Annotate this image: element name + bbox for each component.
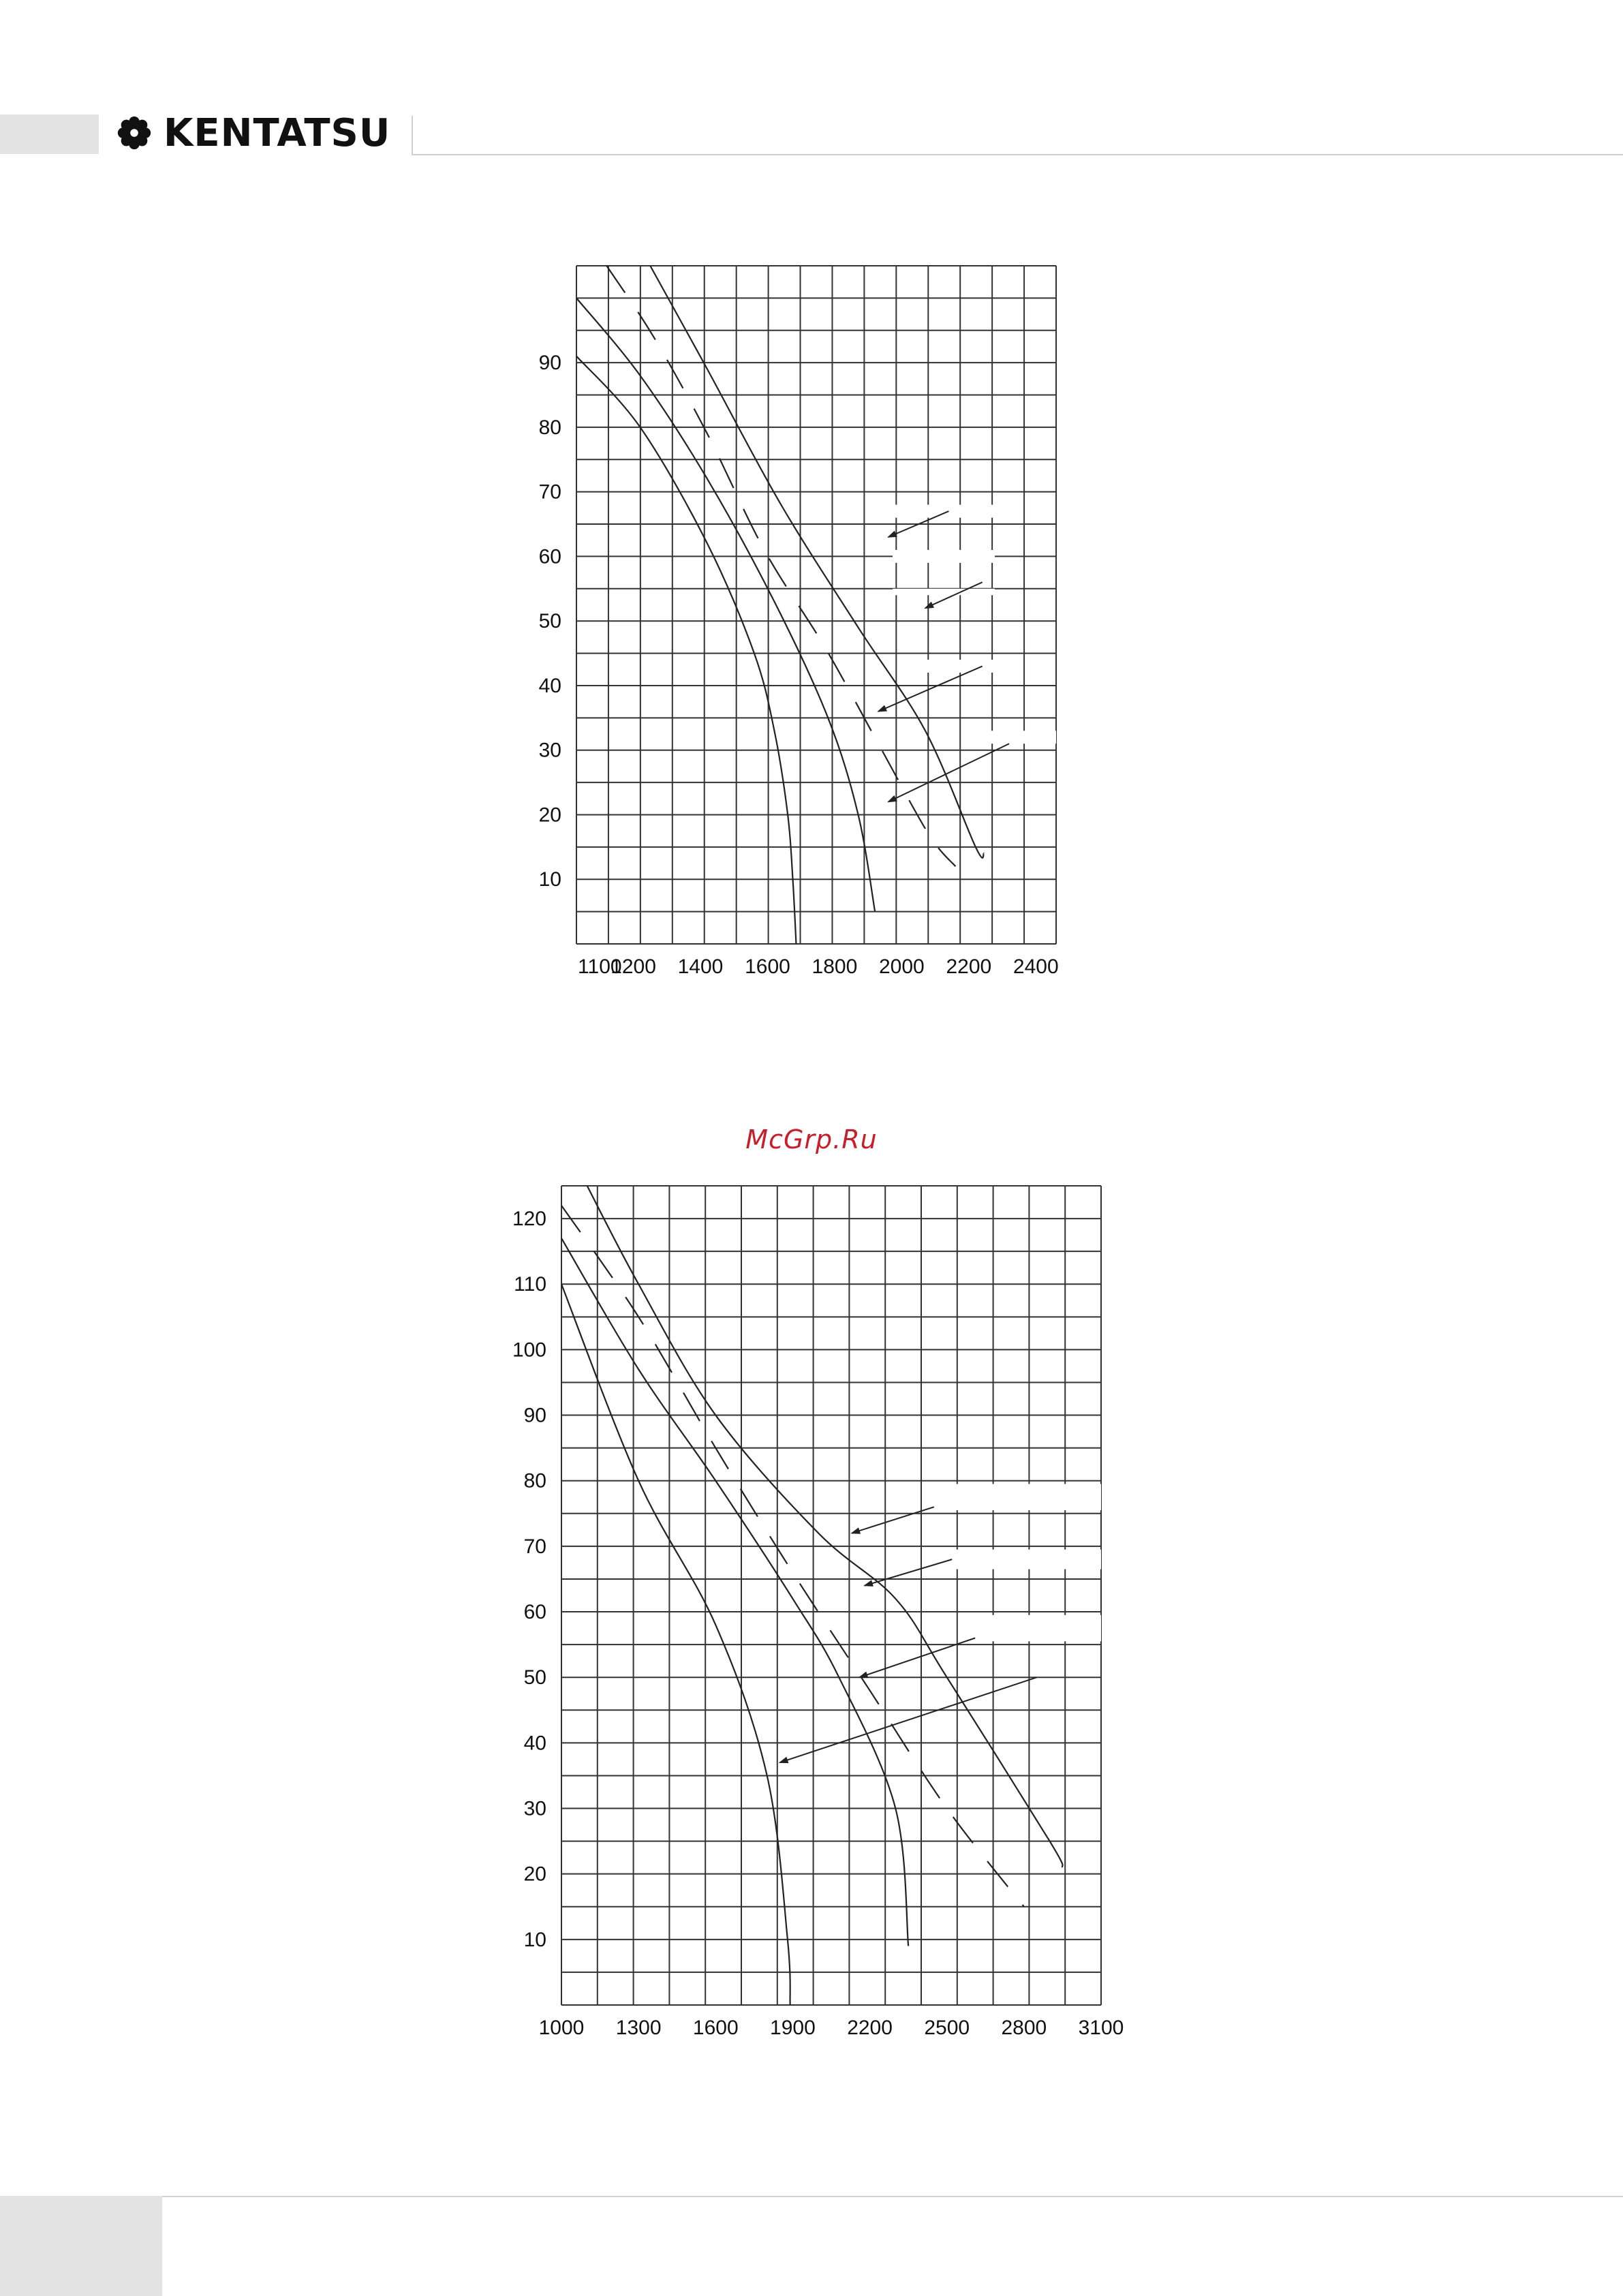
y-tick-label: 20 <box>538 803 561 827</box>
x-tick-label: 1600 <box>692 2017 739 2039</box>
series-line-3 <box>587 1186 1063 1867</box>
y-tick-label: 70 <box>523 1535 546 1558</box>
y-tick-label: 80 <box>523 1469 546 1493</box>
footer-band <box>0 2196 162 2296</box>
label-block <box>947 1484 1101 1510</box>
x-tick-label: 3100 <box>1078 2017 1124 2039</box>
y-tick-label: 90 <box>538 352 561 375</box>
y-tick-label: 50 <box>523 1666 546 1689</box>
y-tick-label: 60 <box>523 1601 546 1624</box>
x-tick-label: 1000 <box>538 2017 585 2039</box>
y-tick-label: 30 <box>538 739 561 762</box>
x-tick-label: 2400 <box>1013 955 1059 978</box>
y-tick-label: 100 <box>512 1338 546 1362</box>
label-block <box>947 1550 1101 1570</box>
y-tick-label: 90 <box>523 1404 546 1427</box>
x-tick-label: 2200 <box>847 2017 893 2039</box>
x-tick-label: 1400 <box>677 955 724 978</box>
x-tick-label: 2200 <box>946 955 992 978</box>
label-blocks-1 <box>947 1484 1101 1642</box>
x-tick-label: 2000 <box>879 955 925 978</box>
x-tick-label: 1900 <box>770 2017 816 2039</box>
leader-arrow-1 <box>865 1559 952 1585</box>
brand-name: KENTATSU <box>164 110 391 155</box>
x-tick-label: 1600 <box>745 955 790 978</box>
y-tick-label: 20 <box>523 1863 546 1886</box>
series-group-1 <box>561 1186 1063 2005</box>
y-tick-label: 70 <box>538 480 561 504</box>
y-tick-label: 50 <box>538 610 561 633</box>
y-tick-label: 40 <box>538 674 561 697</box>
label-block <box>981 1615 1101 1641</box>
y-tick-label: 60 <box>538 545 561 568</box>
x-tick-label: 1300 <box>615 2017 662 2039</box>
x-tick-label: 2500 <box>924 2017 970 2039</box>
footer-rule <box>162 2196 1623 2197</box>
y-tick-label: 10 <box>538 868 561 891</box>
y-tick-label: 80 <box>538 416 561 439</box>
x-tick-label: 1200 <box>610 955 656 978</box>
y-tick-label: 30 <box>523 1797 546 1820</box>
grid-1 <box>561 1186 1101 2005</box>
x-tick-label: 1800 <box>812 955 858 978</box>
series-line-1 <box>561 1238 908 1946</box>
y-tick-label: 110 <box>514 1273 546 1296</box>
x-tick-label: 1100 <box>578 955 622 978</box>
x-tick-label: 2800 <box>1001 2017 1047 2039</box>
y-tick-label: 40 <box>523 1732 546 1755</box>
y-tick-label: 10 <box>523 1928 546 1951</box>
y-tick-label: 120 <box>512 1208 546 1231</box>
watermark: McGrp.Ru <box>745 1124 878 1154</box>
